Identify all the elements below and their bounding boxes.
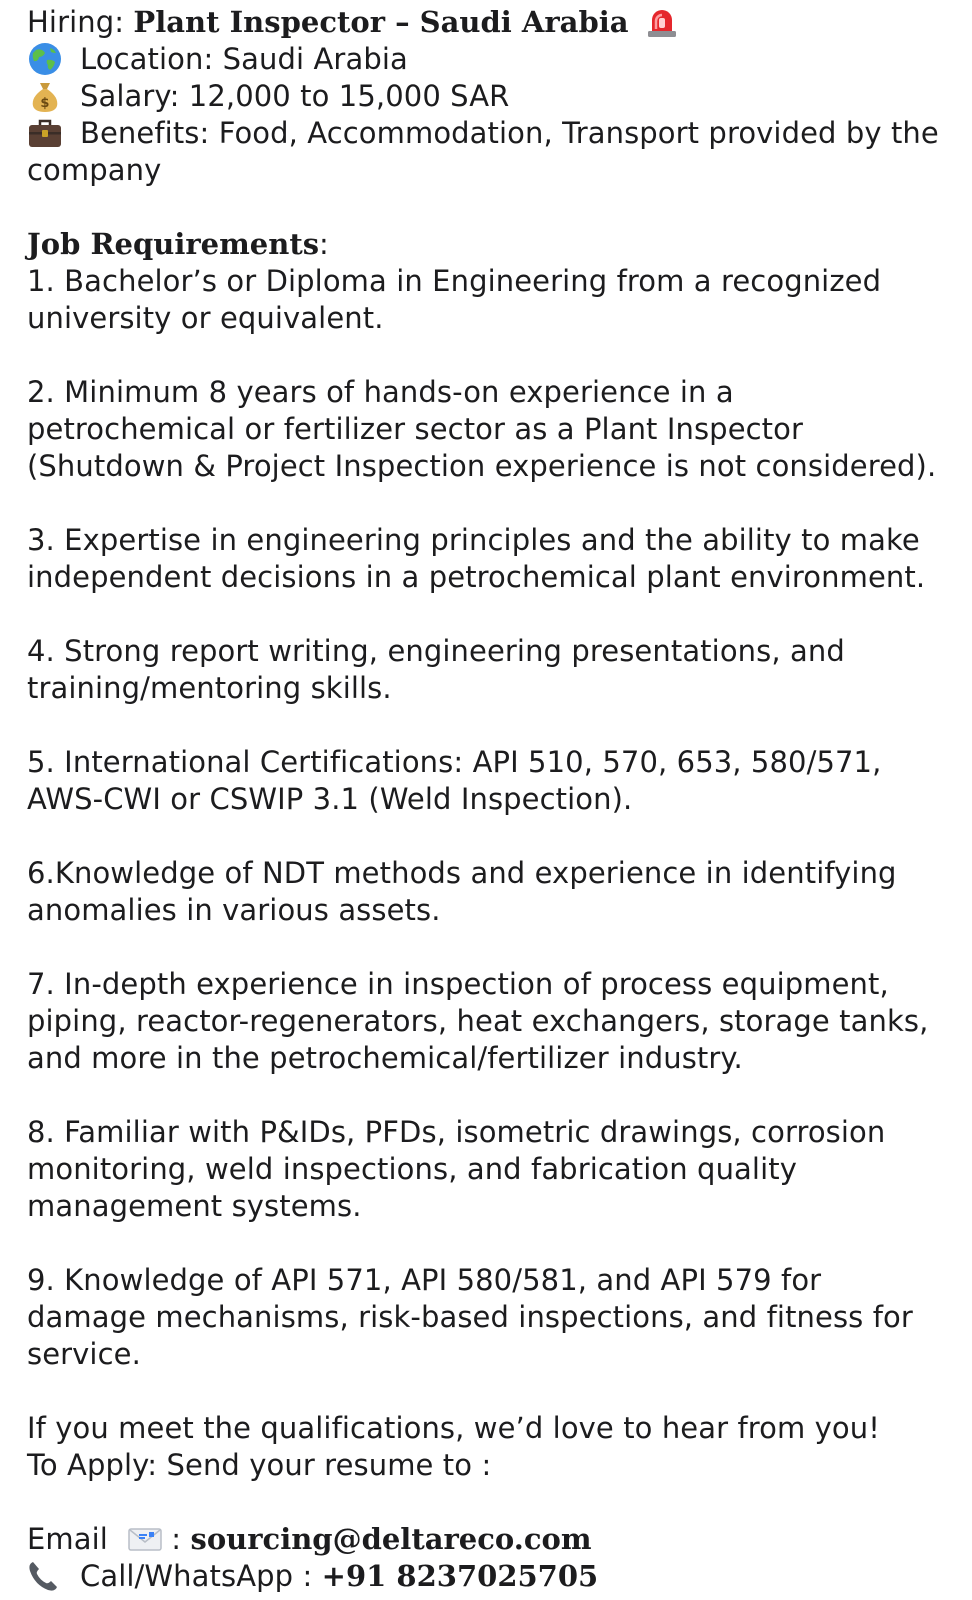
location-text: Location: Saudi Arabia xyxy=(80,42,408,76)
requirement-item: 2. Minimum 8 years of hands-on experience in a petrochemical or fertilizer sector as a Plant Inspector (Shutdown & Project Inspection experience is not considered). xyxy=(27,375,937,483)
globe-icon xyxy=(27,42,63,76)
email-address-link[interactable]: sourcing@deltareco.com xyxy=(190,1522,592,1556)
briefcase-icon xyxy=(27,116,63,150)
requirements-heading: Job Requirements: xyxy=(27,227,329,261)
phone-label: Call/WhatsApp : xyxy=(80,1559,322,1593)
email-line: Email : sourcing@deltareco.com xyxy=(27,1522,592,1556)
location-line xyxy=(27,41,947,78)
hiring-prefix: Hiring: xyxy=(27,5,134,39)
requirement-item: 9. Knowledge of API 571, API 580/581, and API 579 for damage mechanisms, risk-based inspections, and fitness for service. xyxy=(27,1263,913,1371)
requirement-item: 1. Bachelor’s or Diploma in Engineering from a recognized university or equivalent. xyxy=(27,264,882,335)
requirement-item: 8. Familiar with P&IDs, PFDs, isometric drawings, corrosion monitoring, weld inspections, and fabrication quality management systems. xyxy=(27,1115,886,1223)
phone-number-link[interactable]: +91 8237025705 xyxy=(321,1559,599,1593)
email-label: Email xyxy=(27,1522,108,1556)
requirement-item: 3. Expertise in engineering principles and the ability to make independent decisions in a petrochemical plant environment. xyxy=(27,523,926,594)
job-title: Plant Inspector – Saudi Arabia xyxy=(133,5,629,39)
money-bag-icon xyxy=(27,79,63,113)
phone-icon xyxy=(27,1559,63,1593)
benefits-line xyxy=(27,115,947,189)
envelope-icon xyxy=(127,1522,163,1556)
phone-line xyxy=(27,1558,947,1595)
closing-line-2: To Apply: Send your resume to : xyxy=(27,1448,492,1482)
salary-text: Salary: 12,000 to 15,000 SAR xyxy=(80,79,510,113)
salary-line xyxy=(27,78,947,115)
svg-text:$: $ xyxy=(40,96,50,111)
job-post xyxy=(27,4,947,1595)
requirement-item: 7. In-depth experience in inspection of process equipment, piping, reactor-regenerators, heat exchangers, storage tanks, and more in the petrochemical/fertilizer industry. xyxy=(27,967,929,1075)
requirements-heading-text: Job Requirements xyxy=(27,227,320,261)
requirement-item: 5. International Certifications: API 510, 570, 653, 580/571, AWS-CWI or CSWIP 3.1 (Weld Inspection). xyxy=(27,745,882,816)
hiring-line xyxy=(27,4,947,41)
requirement-item: 6.Knowledge of NDT methods and experience in identifying anomalies in various assets. xyxy=(27,856,897,927)
requirement-item: 4. Strong report writing, engineering presentations, and training/mentoring skills. xyxy=(27,634,845,705)
benefits-text: Benefits: Food, Accommodation, Transport provided by the company xyxy=(27,116,939,187)
siren-icon xyxy=(644,5,680,39)
closing-line-1: If you meet the qualifications, we’d love to hear from you! xyxy=(27,1411,880,1445)
